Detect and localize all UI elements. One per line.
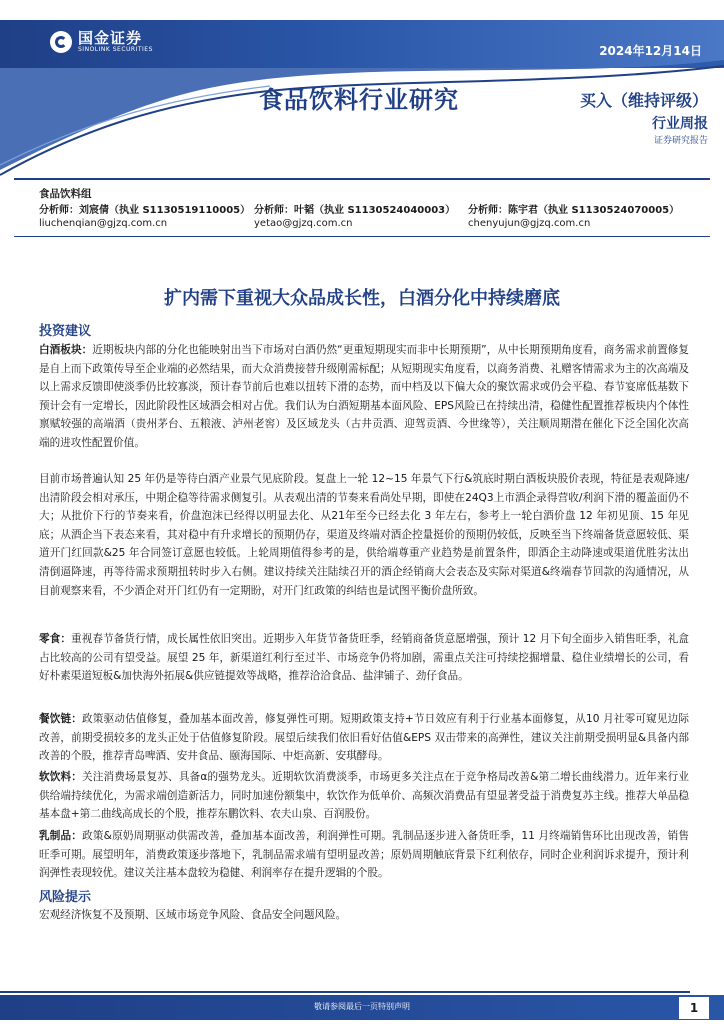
- report-header: [0, 0, 724, 177]
- report-date: 2024年12月14日: [599, 44, 702, 58]
- analyst-email[interactable]: chenyujun@gjzq.com.cn: [468, 218, 591, 229]
- paragraph-text: 政策驱动估值修复，叠加基本面改善，修复弹性可期。短期政策支持+节日效应有利于行业基本面修复，从10 月社零可窥见边际改善，前期受损较多的龙头正处于估值修复阶段。展望后续我们依旧看好估值&EPS 双击带来的高弹性，建议关注前期受损明显&具备内部改善的个股，推荐青岛啤酒、安井食品、颐海国际、中炬高新、安琪酵母。: [39, 713, 689, 763]
- paragraph-label: 乳制品：: [39, 830, 83, 842]
- report-title: 食品饮料行业研究: [259, 86, 459, 114]
- logo-mark-icon: [50, 31, 72, 53]
- company-logo: [50, 30, 153, 54]
- analyst-email[interactable]: liuchenqian@gjzq.com.cn: [39, 218, 168, 229]
- paragraph-text: 重视春节备货行情，成长属性依旧突出。近期步入年货节备货旺季，经销商备货意愿增强，预计 12 月下旬全面步入销售旺季，礼盒占比较高的公司有望受益。展望 25 年，新渠道红利行至过半、市场竞争仍将加剧，需重点关注可持续挖掘增量、稳住业绩增长的公司，看好朴素渠道短板&加快海外拓展&供应链提效等战略，推荐洽洽食品、盐津铺子、劲仔食品。: [39, 633, 690, 683]
- footer-divider: [0, 991, 690, 993]
- paragraph-text: 关注消费场景复苏、具备α的强势龙头。近期软饮消费淡季，市场更多关注点在于竞争格局改善&第二增长曲线潜力。近年来行业供给端持续优化，为需求端创造新活力，同时加速份额集中，软饮作为低单价、高频次消费品有望显著受益于消费复苏主线。推荐大单品稳基本盘+第二曲线高成长的个股，推荐东鹏饮料、农夫山泉、百润股份。: [39, 771, 689, 821]
- paragraph-label: 餐饮链：: [39, 713, 83, 725]
- paragraph-dairy: [39, 827, 689, 883]
- rating-label: 买入（维持评级）: [579, 91, 708, 110]
- paragraph-text: 政策&原奶周期驱动供需改善，叠加基本面改善，利润弹性可期。乳制品逐步进入备货旺季，11 月终端销售环比出现改善，销售旺季可期。展望明年，消费政策逐步落地下，乳制品需求端有望明显改善；原奶周期触底背景下红利依存，同时企业利润诉求提升，预计利润弹性表现较优。建议关注基本盘较为稳健、利润率存在提升逻辑的个股。: [39, 830, 690, 880]
- analyst-group: 食品饮料组: [39, 188, 92, 200]
- header-divider: [14, 178, 710, 180]
- report-subtype: 证券研究报告: [653, 136, 708, 146]
- analyst-name: 分析师：叶韬（执业 S1130524040003）: [254, 205, 456, 216]
- paragraph-label: 白酒板块：: [39, 344, 93, 356]
- analyst-divider: [14, 236, 710, 237]
- paragraph-label: 软饮料：: [39, 771, 83, 783]
- paragraph-text: 近期板块内部的分化也能映射出当下市场对白酒仍然“更重短期现实而非中长期预期”，从中长期预期角度看，商务需求前置修复是自上而下政策传导至企业端的必然结果，而大众消费接替升级刚需标配；从短期现实角度看，以商务消费、礼赠客情需求为主的次高端及以上需求反馈即使淡季仍比较寡淡，预计春节前后也难以扭转下滑的态势，而中档及以下偏大众的聚饮需求或仍会平稳、春节宴席低基数下预计会有一定增长，因此阶段性区域酒会相对占优。我们认为白酒短期基本面风险、EPS风险已在持续出清，稳健性配置推荐板块内个体性禀赋较强的高端酒（贵州茅台、五粮液、泸州老窖）及区域龙头（古井贡酒、迎驾贡酒、今世缘等），关注顺周期潜在催化下泛全国化次高端的进攻性配置价值。: [39, 344, 689, 449]
- section-title-risk: 风险提示: [39, 890, 92, 905]
- paragraph-snack: [39, 630, 689, 686]
- paragraph-baijiu-cycle: [39, 470, 689, 600]
- report-headline: 扩内需下重视大众品成长性，白酒分化中持续磨底: [164, 288, 560, 309]
- paragraph-text: 目前市场普遍认知 25 年仍是等待白酒产业景气见底阶段。复盘上一轮 12~15 年景气下行&筑底时期白酒板块股价表现，特征是表观降速/出清阶段会相对承压，中期企稳等待需求侧复引。从表观出清的节奏来看尚处早期，即使在24Q3上市酒企录得营收/利润下滑的覆盖面仍不大；从批价下行的节奏来看，价盘泡沫已经得以明显去化、从21年至今已经去化 3 年左右，参考上一轮白酒价盘 12 年初见顶、15 年见底；从酒企当下表态来看，其对稳中有升求增长的预期仍存，渠道及终端对酒企控量挺价的预期仍较低，反映至当下终端备货意愿较低、渠道开门红回款&25 年合同签订意愿也较低。上轮周期值得参考的是，供给端尊重产业趋势是前置条件，即酒企主动降速或渠道优胜劣汰出清倒逼降速，再等待需求预期扭转时步入右侧。建议持续关注陆续召开的酒企经销商大会表态及实际对渠道&终端春节回款的沟通情况，从目前观察来看，不少酒企对开门红仍有一定期盼，对开门红政策的纠结也是试图平衡价盘所致。: [39, 473, 689, 597]
- paragraph-risk: 宏观经济恢复不及预期、区域市场竞争风险、食品安全问题风险。: [39, 909, 347, 921]
- section-title-investment: 投资建议: [39, 324, 92, 339]
- analyst-name: 分析师：陈宇君（执业 S1130524070005）: [468, 205, 680, 216]
- paragraph-soft-drink: [39, 768, 689, 824]
- analyst-email[interactable]: yetao@gjzq.com.cn: [254, 218, 353, 229]
- paragraph-baijiu: [39, 341, 689, 453]
- page-number: 1: [679, 997, 709, 1019]
- logo-name-cn: 国金证券: [78, 29, 143, 47]
- report-type: 行业周报: [652, 116, 708, 132]
- analyst-name: 分析师：刘宸倩（执业 S1130519110005）: [39, 205, 251, 216]
- logo-name-en: SINOLINK SECURITIES: [78, 46, 153, 53]
- footer-disclaimer: 敬请参阅最后一页特别声明: [314, 1002, 410, 1011]
- paragraph-restaurant: [39, 710, 689, 766]
- paragraph-label: 零食：: [39, 633, 72, 645]
